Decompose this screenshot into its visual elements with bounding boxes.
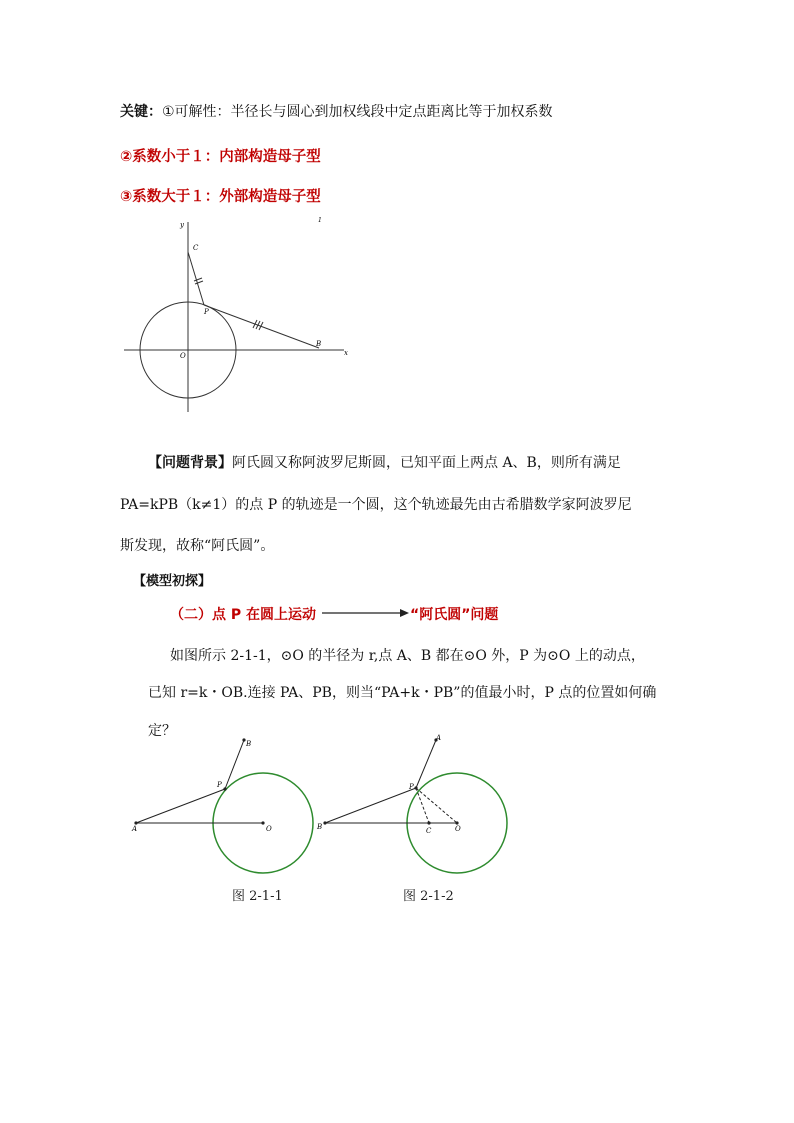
tick-marks-pb [253, 320, 263, 330]
point-c [427, 821, 430, 824]
point-3: ③系数大于１：外部构造母子型 [120, 189, 321, 205]
label-p: P [217, 781, 222, 789]
segment-pa [416, 740, 436, 788]
model-line-1: 如图所示 2-1-1，⊙O 的半径为 r,点 A、B 都在⊙O 外，P 为⊙O 上的动点， [170, 648, 645, 664]
label-b: B [246, 740, 252, 748]
key-label: 关键： [120, 104, 162, 120]
label-o: O [266, 825, 272, 833]
background-text-1: 阿氏圆又称阿波罗尼斯圆，已知平面上两点 A、B，则所有满足 [232, 455, 621, 471]
segment-pc-dashed [416, 788, 429, 823]
key-line [120, 101, 553, 121]
section-title-right: “阿氏圆”问题 [410, 607, 499, 623]
caption-2-1-1: 图 2-1-1 [232, 889, 283, 904]
caption-2-1-2: 图 2-1-2 [403, 889, 454, 904]
label-o: O [455, 825, 461, 833]
segment-pb [204, 305, 322, 348]
label-x: x [344, 349, 348, 357]
point-o [261, 821, 264, 824]
model-line-2: 已知 r=k・OB.连接 PA、PB，则当“PA+k・PB”的值最小时，P 点的位置如何确 [148, 685, 657, 701]
figure-2-1-2 [312, 732, 512, 878]
section-title-left: （二）点 P 在圆上运动 [170, 607, 317, 623]
label-p: P [409, 783, 414, 791]
label-y: y [180, 221, 184, 229]
label-a: A [132, 825, 138, 833]
segment-po-dashed [416, 788, 457, 823]
label-b: B [317, 823, 323, 831]
label-c: C [426, 827, 432, 835]
background-line-1 [148, 452, 621, 472]
point-p [414, 786, 417, 789]
label-a: A [436, 734, 442, 742]
background-label: 【问题背景】 [148, 455, 232, 471]
segment-bp [325, 788, 416, 823]
label-c: C [193, 244, 199, 252]
label-o: O [180, 352, 186, 360]
key-text: ①可解性：半径长与圆心到加权线段中定点距离比等于加权系数 [162, 104, 553, 120]
point-p [223, 787, 226, 790]
label-corner: 1 [318, 217, 322, 224]
model-heading: 【模型初探】 [133, 574, 212, 589]
tick-marks-cp [194, 278, 203, 284]
point-b [323, 821, 326, 824]
background-line-3: 斯发现，故称“阿氏圆”。 [120, 538, 275, 554]
label-b: B [316, 340, 322, 348]
figure-2-1-1 [128, 732, 318, 878]
label-p: P [204, 308, 209, 316]
figure-coordinate-diagram [118, 210, 358, 420]
segment-ap [136, 789, 225, 823]
point-2: ②系数小于１：内部构造母子型 [120, 149, 321, 165]
background-line-2: PA=kPB（k≠1）的点 P 的轨迹是一个圆，这个轨迹最先由古希腊数学家阿波罗尼 [120, 497, 632, 513]
model-line-3: 定？ [148, 723, 176, 739]
section-arrow [320, 606, 410, 620]
